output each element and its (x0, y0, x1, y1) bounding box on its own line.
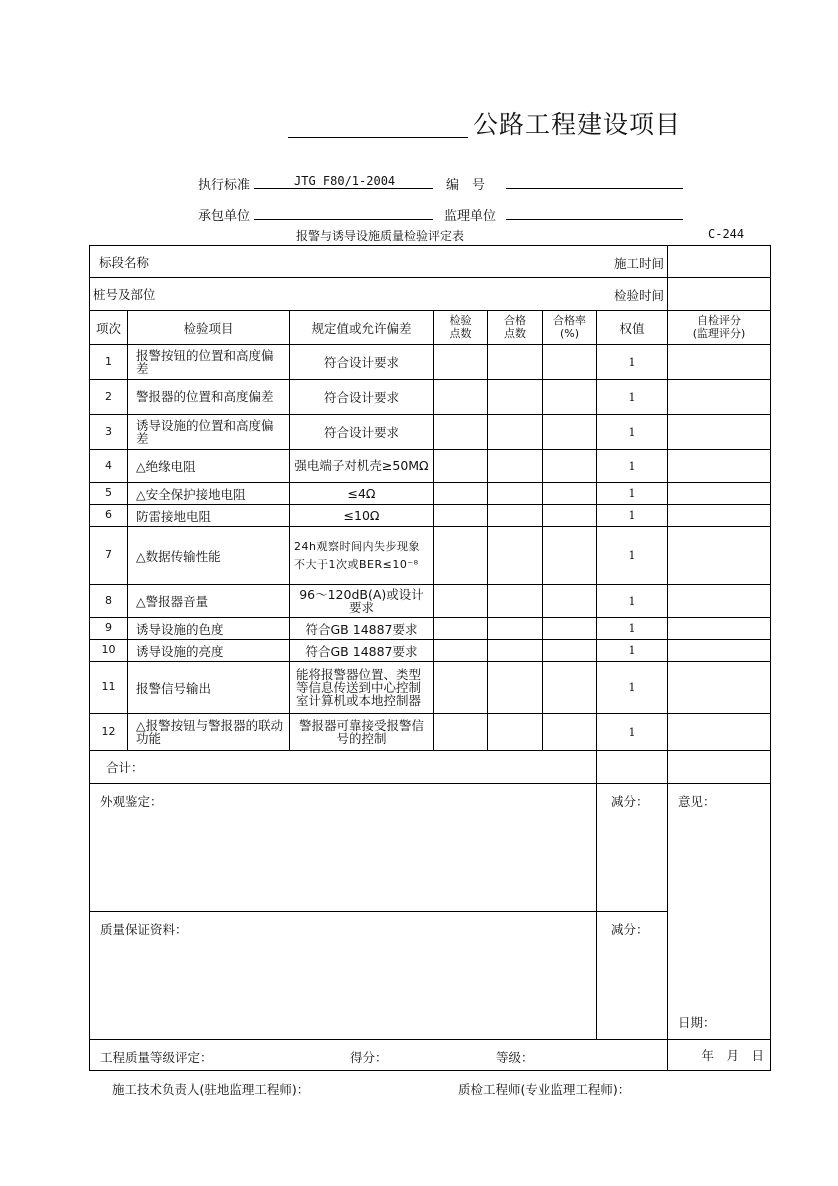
row-item: 诱导设施的色度 (128, 618, 290, 640)
self-score-input[interactable] (668, 585, 771, 618)
col-header-self-score (668, 311, 771, 345)
pass-points-input[interactable] (488, 585, 543, 618)
row-weight: 1 (597, 585, 668, 618)
row-spec: 96～120dB(A)或设计要求 (290, 585, 434, 618)
self-score-input[interactable] (668, 527, 771, 585)
table-row (90, 714, 771, 751)
check-points-input[interactable] (434, 585, 488, 618)
row-spec: ≤10Ω (290, 505, 434, 527)
exec-standard-line (254, 188, 433, 189)
check-points-input[interactable] (434, 714, 488, 751)
contractor-label: 承包单位 (198, 209, 251, 224)
check-points-input[interactable] (434, 640, 488, 662)
check-points-input[interactable] (434, 505, 488, 527)
row-item: △报警按钮与警报器的联动功能 (128, 714, 290, 751)
qa-deduct-label: 减分： (611, 922, 649, 937)
pass-rate-line1: 合格率 (553, 313, 586, 327)
row-item: △数据传输性能 (128, 527, 290, 585)
row-no: 7 (90, 527, 128, 585)
self-score-line2: (监理评分) (692, 326, 746, 340)
row-weight: 1 (597, 527, 668, 585)
inspection-time-label: 检验时间 (614, 288, 665, 303)
table-row (90, 662, 771, 714)
station-label: 桩号及部位 (93, 287, 156, 302)
appearance-field[interactable] (90, 784, 597, 912)
check-points-line1: 检验 (449, 313, 472, 327)
pass-rate-input[interactable] (543, 345, 597, 380)
row-no: 4 (90, 450, 128, 483)
opinion-field[interactable] (668, 784, 771, 1040)
row-no: 3 (90, 415, 128, 450)
construction-time-cell[interactable] (614, 246, 771, 278)
row-no: 5 (90, 483, 128, 505)
grade-row (90, 1040, 771, 1071)
exec-standard-label: 执行标准 (198, 178, 251, 193)
pass-rate-input[interactable] (543, 527, 597, 585)
total-weight-input[interactable] (597, 751, 668, 784)
col-header-no: 项次 (90, 311, 128, 345)
qa-deduct-field[interactable] (597, 912, 668, 1040)
pass-rate-input[interactable] (543, 415, 597, 450)
row-item: 防雷接地电阻 (128, 505, 290, 527)
appearance-row (90, 784, 771, 912)
check-points-input[interactable] (434, 618, 488, 640)
pass-rate-line2: (%) (559, 326, 580, 340)
contractor-field[interactable] (254, 219, 433, 220)
grade-eval-label: 工程质量等级评定： (100, 1050, 213, 1065)
row-no: 12 (90, 714, 128, 751)
total-row (90, 751, 771, 784)
self-score-input[interactable] (668, 345, 771, 380)
self-score-input[interactable] (668, 505, 771, 527)
qa-label: 质量保证资料： (100, 922, 188, 937)
pass-rate-input[interactable] (543, 662, 597, 714)
col-header-check-points (434, 311, 488, 345)
pass-rate-input[interactable] (543, 618, 597, 640)
appearance-deduct-field[interactable] (597, 784, 668, 912)
row-no: 11 (90, 662, 128, 714)
station-cell[interactable] (90, 278, 668, 311)
appearance-deduct-label: 减分： (611, 794, 649, 809)
row-item: 报警信号输出 (128, 662, 290, 714)
pass-points-input[interactable] (488, 505, 543, 527)
row-item: 诱导设施的亮度 (128, 640, 290, 662)
title-blank-line (288, 137, 468, 138)
row-weight: 1 (597, 505, 668, 527)
row-item: △警报器音量 (128, 585, 290, 618)
pass-points-input[interactable] (488, 380, 543, 415)
row-weight: 1 (597, 415, 668, 450)
pass-rate-input[interactable] (543, 450, 597, 483)
col-header-item: 检验项目 (128, 311, 290, 345)
check-points-input[interactable] (434, 450, 488, 483)
pass-points-line1: 合格 (504, 313, 526, 327)
row-spec: 符合GB 14887要求 (290, 640, 434, 662)
col-header-weight: 权值 (597, 311, 668, 345)
quality-engineer-signature: 质检工程师(专业监理工程师)： (458, 1082, 631, 1097)
pass-rate-input[interactable] (543, 380, 597, 415)
row-no: 9 (90, 618, 128, 640)
pass-rate-input[interactable] (543, 585, 597, 618)
pass-points-input[interactable] (488, 527, 543, 585)
pass-rate-input[interactable] (543, 640, 597, 662)
qa-field[interactable] (90, 912, 597, 1040)
check-points-line2: 点数 (449, 326, 472, 340)
table-row (90, 585, 771, 618)
check-points-input[interactable] (434, 527, 488, 585)
row-no: 10 (90, 640, 128, 662)
table-row (90, 527, 771, 585)
self-score-input[interactable] (668, 714, 771, 751)
opinion-date-label: 日期： (678, 1015, 716, 1030)
row-item: △绝缘电阻 (128, 450, 290, 483)
row-no: 1 (90, 345, 128, 380)
row-item: 警报器的位置和高度偏差 (128, 380, 290, 415)
table-row (90, 618, 771, 640)
pass-rate-input[interactable] (543, 505, 597, 527)
row-weight: 1 (597, 345, 668, 380)
grade-eval-field[interactable] (90, 1040, 668, 1071)
exec-standard-value: JTG F80/1-2004 (294, 174, 396, 188)
row-item: 诱导设施的位置和高度偏差 (128, 415, 290, 450)
row-no: 6 (90, 505, 128, 527)
self-score-input[interactable] (668, 415, 771, 450)
total-label: 合计： (90, 751, 597, 784)
appearance-label: 外观鉴定： (100, 794, 163, 809)
row-spec: 强电端子对机壳≥50MΩ (290, 450, 434, 483)
row-spec: 符合设计要求 (290, 380, 434, 415)
table-row (90, 380, 771, 415)
row-no: 8 (90, 585, 128, 618)
col-header-spec: 规定值或允许偏差 (290, 311, 434, 345)
row-spec: 符合设计要求 (290, 415, 434, 450)
col-header-pass-points (488, 311, 543, 345)
form-code: C-244 (708, 227, 745, 241)
pass-rate-input[interactable] (543, 714, 597, 751)
date-ymd: 年 月 日 (668, 1040, 771, 1071)
number-field[interactable] (506, 188, 683, 189)
table-row (90, 483, 771, 505)
check-points-input[interactable] (434, 415, 488, 450)
check-points-input[interactable] (434, 483, 488, 505)
inspection-table (89, 245, 771, 1071)
pass-points-input[interactable] (488, 415, 543, 450)
total-score-input[interactable] (668, 751, 771, 784)
row-spec: 符合设计要求 (290, 345, 434, 380)
number-label: 编 号 (446, 178, 486, 193)
section-name-cell[interactable] (90, 246, 668, 278)
row-weight: 1 (597, 714, 668, 751)
supervisor-label: 监理单位 (444, 209, 497, 224)
pass-points-input[interactable] (488, 618, 543, 640)
construction-time-label: 施工时间 (614, 256, 665, 271)
table-row (90, 345, 771, 380)
col-header-pass-rate (543, 311, 597, 345)
row-weight: 1 (597, 662, 668, 714)
pass-points-input[interactable] (488, 714, 543, 751)
self-score-input[interactable] (668, 640, 771, 662)
row-weight: 1 (597, 483, 668, 505)
section-name-label: 标段名称 (99, 254, 150, 270)
pass-points-input[interactable] (488, 450, 543, 483)
row-weight: 1 (597, 640, 668, 662)
page-title: 公路工程建设项目 (473, 110, 682, 139)
pass-rate-input[interactable] (543, 483, 597, 505)
self-score-input[interactable] (668, 618, 771, 640)
self-score-input[interactable] (668, 380, 771, 415)
self-score-input[interactable] (668, 483, 771, 505)
column-header-row (90, 311, 771, 345)
table-row (90, 450, 771, 483)
row-spec: 24h观察时间内失步现象不大于1次或BER≤10⁻⁸ (290, 527, 434, 585)
self-score-input[interactable] (668, 450, 771, 483)
table-row (90, 415, 771, 450)
row-weight: 1 (597, 618, 668, 640)
row-item: 报警按钮的位置和高度偏差 (128, 345, 290, 380)
row-spec: 能将报警器位置、类型等信息传送到中心控制室计算机或本地控制器 (290, 662, 434, 714)
check-points-input[interactable] (434, 662, 488, 714)
pass-points-input[interactable] (488, 662, 543, 714)
pass-points-line2: 点数 (504, 326, 526, 340)
inspection-time-cell[interactable] (614, 278, 771, 311)
opinion-label: 意见： (678, 794, 716, 809)
grade-label: 等级： (496, 1050, 534, 1065)
table-row (90, 640, 771, 662)
pass-points-input[interactable] (488, 345, 543, 380)
check-points-input[interactable] (434, 345, 488, 380)
pass-points-input[interactable] (488, 640, 543, 662)
form-title: 报警与诱导设施质量检验评定表 (296, 229, 465, 243)
row-spec: ≤4Ω (290, 483, 434, 505)
score-label: 得分： (350, 1050, 388, 1065)
construction-tech-lead-signature: 施工技术负责人(驻地监理工程师)： (112, 1082, 310, 1097)
pass-points-input[interactable] (488, 483, 543, 505)
row-spec: 警报器可靠接受报警信号的控制 (290, 714, 434, 751)
supervisor-field[interactable] (506, 219, 683, 220)
table-row (90, 505, 771, 527)
row-weight: 1 (597, 450, 668, 483)
self-score-input[interactable] (668, 662, 771, 714)
row-weight: 1 (597, 380, 668, 415)
row-no: 2 (90, 380, 128, 415)
self-score-line1: 自检评分 (697, 313, 742, 327)
check-points-input[interactable] (434, 380, 488, 415)
row-item: △安全保护接地电阻 (128, 483, 290, 505)
row-spec: 符合GB 14887要求 (290, 618, 434, 640)
